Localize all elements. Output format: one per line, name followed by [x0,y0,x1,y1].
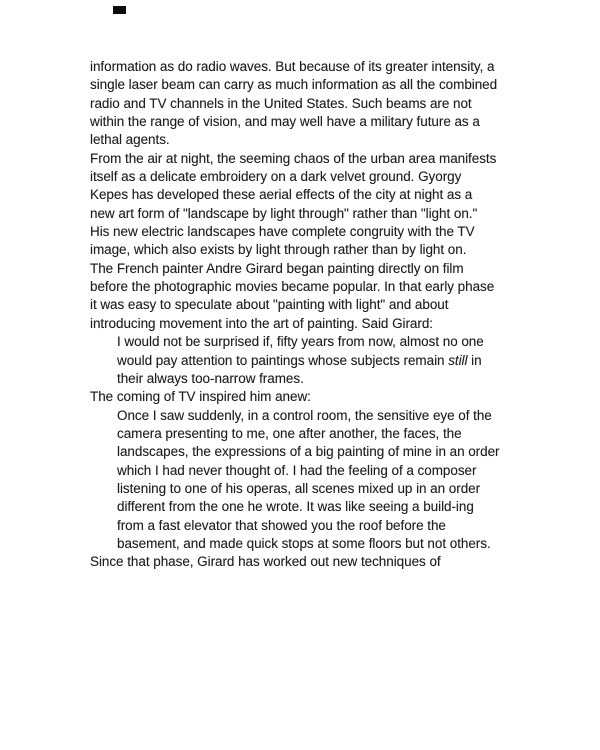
text-block [90,58,530,572]
text-line [90,370,530,388]
text-line [90,95,530,113]
text-segment: would pay attention to paintings whose subjects remain [117,352,449,368]
text-line [90,388,530,406]
text-line [90,462,530,480]
text-segment: listening to one of his operas, all scenes mixed up in an order [117,480,481,496]
text-line [90,223,530,241]
text-line [90,333,530,351]
text-line [90,407,530,425]
text-line [90,205,530,223]
italic-text: still [448,352,468,368]
text-segment: lethal agents. [90,132,170,148]
text-segment: basement, and made quick stops at some floors but not others. [117,535,491,551]
text-segment: I would not be surprised if, fifty years from now, almost no one [117,334,484,350]
text-line [90,76,530,94]
text-segment: The coming of TV inspired him anew: [90,389,311,405]
text-segment: their always too-narrow frames. [117,370,304,386]
text-line [90,553,530,571]
text-segment: within the range of vision, and may well have a military future as a [90,114,480,130]
text-line [90,278,530,296]
text-segment: From the air at night, the seeming chaos of the urban area manifests [90,150,497,166]
text-line [90,352,530,370]
text-segment: camera presenting to me, one after another, the faces, the [117,425,462,441]
text-line [90,241,530,259]
text-segment: landscapes, the expressions of a big painting of mine in an order [117,444,500,460]
text-line [90,131,530,149]
text-segment: information as do radio waves. But because of its greater intensity, a [90,59,495,74]
text-segment: The French painter Andre Girard began painting directly on film [90,260,464,276]
text-segment: single laser beam can carry as much information as all the combined [90,77,498,93]
text-line [90,443,530,461]
text-line [90,260,530,278]
text-segment: which I had never thought of. I had the feeling of a composer [117,462,477,478]
text-line [90,113,530,131]
text-segment: from a fast elevator that showed you the roof before the [117,517,446,533]
text-line [90,168,530,186]
text-segment: new art form of "landscape by light through" rather than "light on." [90,205,478,221]
text-line [90,425,530,443]
text-line [90,186,530,204]
text-segment: Once I saw suddenly, in a control room, the sensitive eye of the [117,407,492,423]
text-segment: in [467,352,482,368]
text-line [90,480,530,498]
text-segment: different from the one he wrote. It was like seeing a build-ing [117,499,474,515]
text-segment: it was easy to speculate about "painting with light" and about [90,297,449,313]
text-segment: introducing movement into the art of painting. Said Girard: [90,315,433,331]
text-segment: Since that phase, Girard has worked out new techniques of [90,554,441,570]
text-segment: itself as a delicate embroidery on a dark velvet ground. Gyorgy [90,169,462,185]
text-segment: before the photographic movies became popular. In that early phase [90,279,495,295]
text-line [90,296,530,314]
text-segment: image, which also exists by light through rather than by light on. [90,242,467,258]
text-line [90,498,530,516]
text-line [90,150,530,168]
text-segment: His new electric landscapes have complete congruity with the TV [90,224,475,240]
text-segment: radio and TV channels in the United States. Such beams are not [90,95,472,111]
scan-artifact [113,6,126,14]
text-line [90,58,530,76]
text-line [90,517,530,535]
text-line [90,535,530,553]
text-line [90,315,530,333]
text-segment: Kepes has developed these aerial effects of the city at night as a [90,187,473,203]
